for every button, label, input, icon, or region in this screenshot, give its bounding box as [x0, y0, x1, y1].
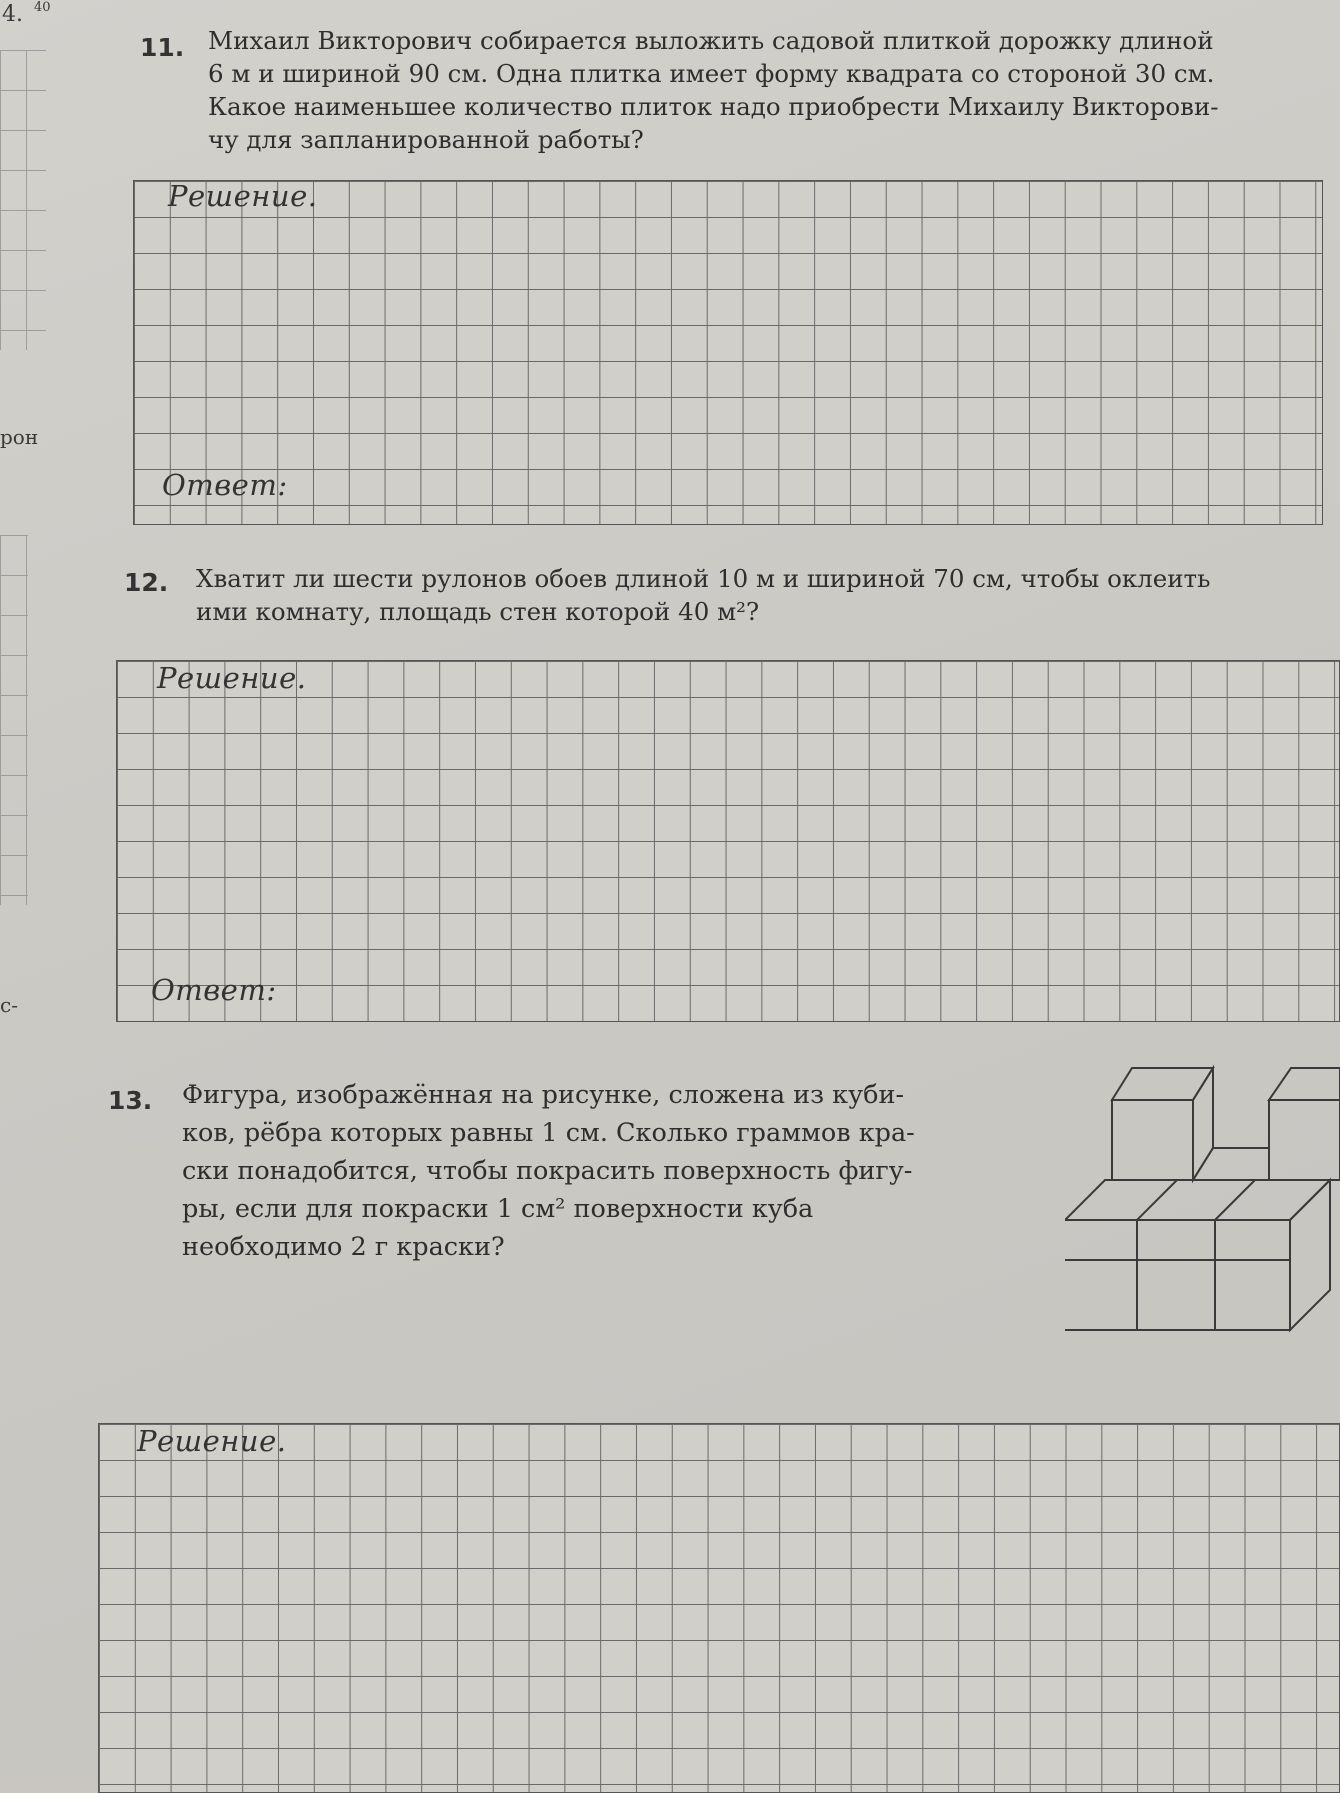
margin-fragment-s: с-: [0, 993, 18, 1017]
task-12: [0, 560, 1340, 1030]
task-13-text: [182, 1076, 1027, 1266]
cube-face: [1112, 1068, 1213, 1100]
task-13-number: 13.: [108, 1086, 153, 1115]
task-11-line: Михаил Викторович собирается выложить садовой плиткой дорожку длиной: [208, 26, 1214, 55]
task-13: [0, 1060, 1340, 1785]
task-12-line: ими комнату, площадь стен которой 40 м²?: [196, 597, 760, 626]
task-13-solution-label: Решение.: [137, 1424, 287, 1458]
task-11-solution-label: Решение.: [168, 179, 318, 213]
task-12-solution-label: Решение.: [157, 661, 307, 695]
task-11-text: [208, 24, 1288, 156]
task-13-line: ков, рёбра которых равны 1 см. Сколько граммов кра-: [182, 1118, 915, 1148]
cube-face: [1215, 1220, 1290, 1330]
task-11-solution-grid[interactable]: [133, 180, 1323, 525]
cube-face: [1112, 1100, 1193, 1180]
cube-face: [1269, 1068, 1340, 1100]
cube-edge: [1193, 1148, 1213, 1180]
task-12-solution-grid[interactable]: [116, 660, 1340, 1022]
task-13-line: Фигура, изображённая на рисунке, сложена из куби-: [182, 1080, 905, 1110]
cube-face: [1269, 1100, 1340, 1180]
cube-figure: [1065, 1060, 1340, 1350]
task-12-answer-label: Ответ:: [151, 973, 277, 1007]
corner-mark: 40: [34, 0, 51, 15]
cube-edge: [1137, 1180, 1177, 1220]
task-13-solution-grid[interactable]: [98, 1423, 1340, 1793]
cube-face: [1290, 1180, 1330, 1330]
task-13-line: ски понадобится, чтобы покрасить поверхность фигу-: [182, 1156, 913, 1186]
cube-face: [1137, 1220, 1215, 1330]
margin-fragment-ron: рон: [0, 425, 39, 449]
task-11: [0, 0, 1340, 530]
task-11-line: Какое наименьшее количество плиток надо приобрести Михаилу Викторови-: [208, 92, 1219, 121]
task-12-line: Хватит ли шести рулонов обоев длиной 10 м и шириной 70 см, чтобы оклеить: [196, 564, 1211, 593]
task-11-line: 6 м и шириной 90 см. Одна плитка имеет форму квадрата со стороной 30 см.: [208, 59, 1215, 88]
task-13-line: ры, если для покраски 1 см² поверхности куба: [182, 1194, 814, 1224]
task-11-number: 11.: [140, 33, 185, 62]
task-11-answer-label: Ответ:: [162, 468, 288, 502]
page-number: 4.: [2, 2, 23, 27]
task-13-line: необходимо 2 г краски?: [182, 1232, 505, 1262]
task-12-number: 12.: [124, 568, 169, 597]
cube-face: [1065, 1220, 1137, 1330]
task-11-line: чу для запланированной работы?: [208, 125, 644, 154]
cube-face: [1065, 1180, 1330, 1220]
cube-edge: [1215, 1180, 1255, 1220]
task-12-text: [196, 562, 1336, 628]
